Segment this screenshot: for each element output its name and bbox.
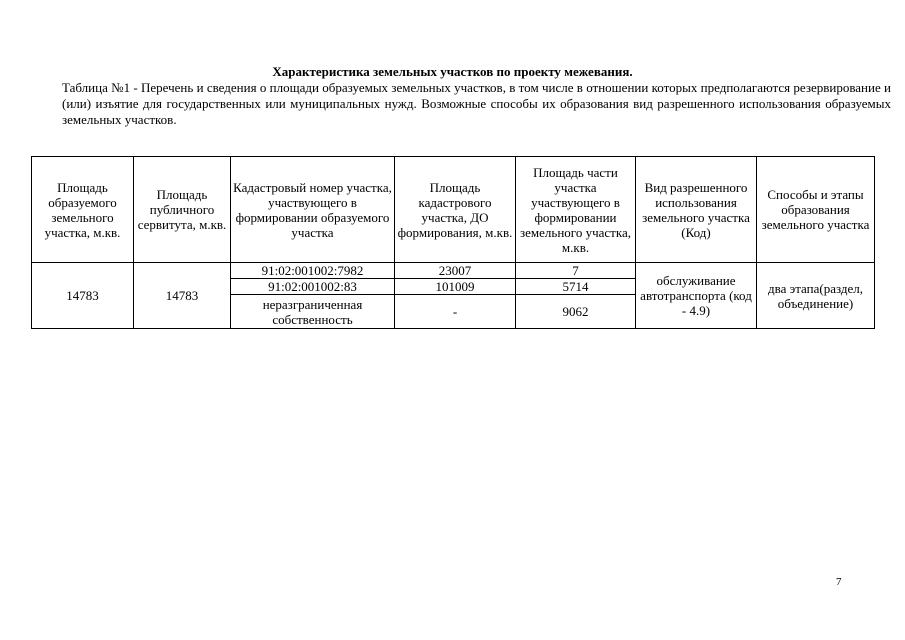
header-cadastral-number: Кадастровый номер участка, участвующего в формировании образуемого участка [231,157,395,263]
header-area-before: Площадь кадастрового участка, ДО формирования, м.кв. [395,157,516,263]
cell-cadastral-number: неразграниченная собственность [231,295,395,329]
cell-part-area: 5714 [516,279,636,295]
table-caption: Таблица №1 - Перечень и сведения о площади образуемых земельных участков, в том числе в отношении которых предполагаются резервирование и (или) изъятие для государственных или муниципальных нужд. Возможные способы их образования вид разрешенного использования образуемых земельных участков. [62,80,891,127]
land-plots-table [31,156,875,329]
header-servitude-area: Площадь публичного сервитута, м.кв. [134,157,231,263]
cell-area-before: 101009 [395,279,516,295]
cell-part-area: 7 [516,263,636,279]
header-plot-area: Площадь образуемого земельного участка, м.кв. [32,157,134,263]
cell-formation-method: два этапа(раздел, объединение) [757,263,875,329]
page-title: Характеристика земельных участков по проекту межевания. [272,64,633,79]
cell-cadastral-number: 91:02:001002:7982 [231,263,395,279]
header-permitted-use: Вид разрешенного использования земельного участка (Код) [636,157,757,263]
cell-part-area: 9062 [516,295,636,329]
cell-permitted-use: обслуживание автотранспорта (код - 4.9) [636,263,757,329]
header-formation-method: Способы и этапы образования земельного участка [757,157,875,263]
table-row [32,263,875,279]
cell-plot-area: 14783 [32,263,134,329]
cell-area-before: 23007 [395,263,516,279]
cell-area-before: - [395,295,516,329]
cell-servitude-area: 14783 [134,263,231,329]
cell-cadastral-number: 91:02:001002:83 [231,279,395,295]
header-part-area: Площадь части участка участвующего в формировании земельного участка, м.кв. [516,157,636,263]
page-number: 7 [836,576,842,588]
table-header-row [32,157,875,263]
